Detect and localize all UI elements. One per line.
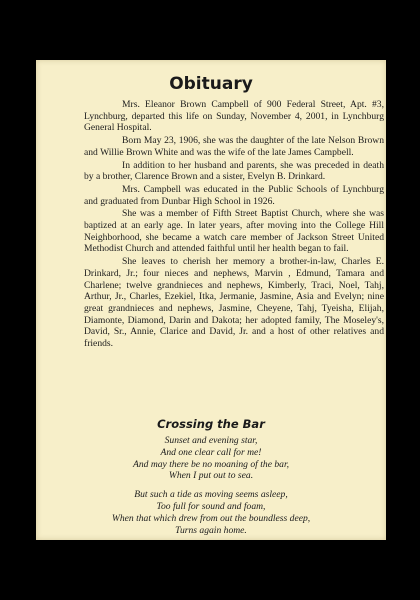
obituary-body xyxy=(84,99,384,351)
poem-line: Too full for sound and foam, xyxy=(156,500,266,512)
poem xyxy=(36,435,386,543)
paragraph-5: She was a member of Fifth Street Baptist Church, where she was baptized at an early age. In later years, after moving into the College Hill Neighborhood, she became a watch care member of Jackson Street United Methodist Church and attended faithful until her health began to fail. xyxy=(84,208,384,255)
document-page xyxy=(36,60,386,540)
poem-stanza-1 xyxy=(36,435,386,482)
poem-line: Sunset and evening star, xyxy=(164,435,258,446)
poem-stanza-2 xyxy=(36,489,386,536)
paragraph-3: In addition to her husband and parents, she was preceded in death by a brother, Clarence Brown and a sister, Evelyn B. Drinkard. xyxy=(84,159,384,183)
poem-line: When that which drew from out the boundless deep, xyxy=(111,512,311,524)
paragraph-1: Mrs. Eleanor Brown Campbell of 900 Federal Street, Apt. #3, Lynchburg, departed this life on Sunday, November 4, 2001, in Lynchburg General Hospital. xyxy=(84,99,384,134)
poem-line: But such a tide as moving seems asleep, xyxy=(134,489,288,501)
poem-line: Turns again home. xyxy=(175,524,247,536)
poem-line: And may there be no moaning of the bar, xyxy=(132,458,290,470)
poem-title: Crossing the Bar xyxy=(157,417,265,431)
poem-line: And one clear call for me! xyxy=(160,446,262,458)
paragraph-6: She leaves to cherish her memory a brother-in-law, Charles E. Drinkard, Jr.; four nieces and nephews, Marvin , Edmund, Tamara and Charlene; twelve grandnieces and nephews, Kimberly, Traci, Noel, Tahj, Arthur, Jr., Charles, Ezekiel, Itka, Jermanie, Jasmine, Asia and Evelyn; nine great grandnieces and nephews, Jasmine, Cheyene, Tahj, Tyeisha, Elijah, Diamonte, Diamond, Darin and Dakota; her adopted family, The Moseley's, David, Sr., Annie, Clarice and David, Jr. and a host of other relatives and friends. xyxy=(84,256,384,350)
paragraph-2: Born May 23, 1906, she was the daughter of the late Nelson Brown and Willie Brown White and was the wife of the late James Campbell. xyxy=(84,135,384,158)
paragraph-4: Mrs. Campbell was educated in the Public Schools of Lynchburg and graduated from Dunbar High School in 1926. xyxy=(84,183,384,207)
poem-line: When I put out to sea. xyxy=(168,470,254,482)
page-title: Obituary xyxy=(169,74,253,94)
